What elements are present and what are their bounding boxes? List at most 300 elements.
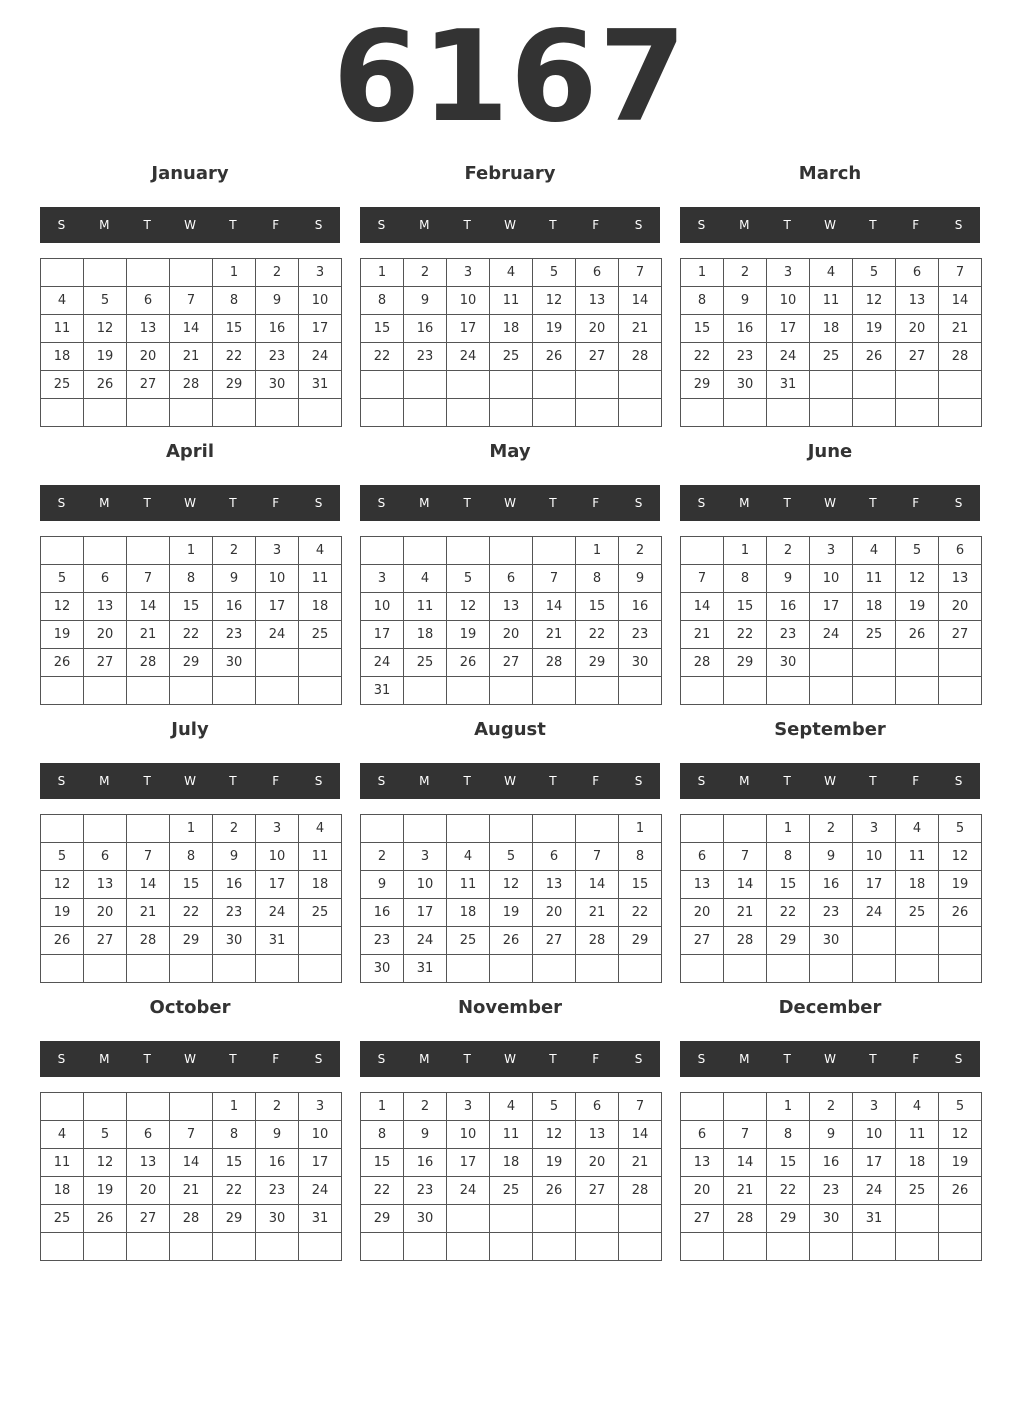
weekday-header xyxy=(360,763,660,799)
weekday-header xyxy=(680,207,980,243)
day-cell: 3 xyxy=(447,1093,490,1121)
weekday-label: T xyxy=(783,218,791,232)
day-cell: 6 xyxy=(490,565,533,593)
empty-day-cell xyxy=(533,955,576,983)
day-cell: 11 xyxy=(896,843,939,871)
month-name: August xyxy=(474,719,546,740)
weekday-header xyxy=(680,485,980,521)
week-row xyxy=(361,1233,662,1261)
empty-day-cell xyxy=(896,1233,939,1261)
day-cell: 3 xyxy=(404,843,447,871)
day-cell: 31 xyxy=(404,955,447,983)
day-cell: 16 xyxy=(213,871,256,899)
empty-day-cell xyxy=(84,815,127,843)
day-cell: 11 xyxy=(896,1121,939,1149)
day-cell: 20 xyxy=(84,621,127,649)
day-cell: 21 xyxy=(724,1177,767,1205)
week-row xyxy=(681,399,982,427)
empty-day-cell xyxy=(853,677,896,705)
day-cell: 9 xyxy=(810,843,853,871)
day-cell: 29 xyxy=(213,1205,256,1233)
day-cell: 23 xyxy=(810,1177,853,1205)
day-cell: 16 xyxy=(404,1149,447,1177)
week-row xyxy=(681,927,982,955)
day-cell: 27 xyxy=(127,1205,170,1233)
week-row xyxy=(41,843,342,871)
day-grid xyxy=(360,814,662,983)
week-row xyxy=(41,1149,342,1177)
day-cell: 24 xyxy=(853,899,896,927)
empty-day-cell xyxy=(84,537,127,565)
empty-day-cell xyxy=(41,677,84,705)
empty-day-cell xyxy=(681,815,724,843)
day-cell: 25 xyxy=(490,1177,533,1205)
day-cell: 23 xyxy=(767,621,810,649)
day-cell: 2 xyxy=(213,815,256,843)
day-cell: 22 xyxy=(767,1177,810,1205)
day-cell: 4 xyxy=(41,287,84,315)
day-cell: 19 xyxy=(84,1177,127,1205)
day-cell: 3 xyxy=(299,259,342,287)
month-name: July xyxy=(171,719,209,740)
empty-day-cell xyxy=(84,955,127,983)
day-cell: 5 xyxy=(41,843,84,871)
day-cell: 9 xyxy=(724,287,767,315)
empty-day-cell xyxy=(533,1233,576,1261)
day-cell: 20 xyxy=(576,1149,619,1177)
day-cell: 13 xyxy=(576,287,619,315)
weekday-label: T xyxy=(229,1052,237,1066)
day-cell: 4 xyxy=(896,815,939,843)
week-row xyxy=(41,565,342,593)
weekday-label: T xyxy=(463,774,471,788)
empty-day-cell xyxy=(447,1205,490,1233)
empty-day-cell xyxy=(127,399,170,427)
day-cell: 16 xyxy=(810,871,853,899)
day-cell: 22 xyxy=(213,1177,256,1205)
day-cell: 11 xyxy=(41,1149,84,1177)
day-cell: 31 xyxy=(299,371,342,399)
empty-day-cell xyxy=(84,677,127,705)
empty-day-cell xyxy=(939,371,982,399)
weekday-label: T xyxy=(143,218,151,232)
weekday-label: W xyxy=(824,218,836,232)
day-cell: 17 xyxy=(361,621,404,649)
day-cell: 11 xyxy=(299,843,342,871)
day-cell: 25 xyxy=(810,343,853,371)
day-cell: 18 xyxy=(853,593,896,621)
day-cell: 12 xyxy=(853,287,896,315)
day-cell: 25 xyxy=(896,899,939,927)
day-cell: 4 xyxy=(490,259,533,287)
day-cell: 27 xyxy=(84,649,127,677)
weekday-label: T xyxy=(143,1052,151,1066)
empty-day-cell xyxy=(84,1093,127,1121)
day-cell: 2 xyxy=(361,843,404,871)
day-grid xyxy=(40,536,342,705)
empty-day-cell xyxy=(939,399,982,427)
day-cell: 5 xyxy=(853,259,896,287)
day-cell: 15 xyxy=(361,1149,404,1177)
day-cell: 17 xyxy=(299,315,342,343)
week-row xyxy=(681,1093,982,1121)
day-cell: 26 xyxy=(533,1177,576,1205)
weekday-label: S xyxy=(57,496,66,510)
day-cell: 20 xyxy=(127,343,170,371)
empty-day-cell xyxy=(41,259,84,287)
day-cell: 2 xyxy=(810,1093,853,1121)
day-cell: 27 xyxy=(896,343,939,371)
day-cell: 17 xyxy=(853,871,896,899)
week-row xyxy=(681,1121,982,1149)
weekday-label: T xyxy=(143,774,151,788)
week-row xyxy=(41,287,342,315)
empty-day-cell xyxy=(533,815,576,843)
empty-day-cell xyxy=(490,537,533,565)
day-cell: 17 xyxy=(299,1149,342,1177)
week-row xyxy=(41,1121,342,1149)
weekday-label: F xyxy=(272,218,280,232)
weekday-label: T xyxy=(869,1052,877,1066)
weekday-label: W xyxy=(504,496,516,510)
day-cell: 13 xyxy=(681,1149,724,1177)
day-cell: 17 xyxy=(767,315,810,343)
day-cell: 17 xyxy=(810,593,853,621)
day-cell: 24 xyxy=(299,343,342,371)
empty-day-cell xyxy=(896,955,939,983)
day-cell: 9 xyxy=(404,1121,447,1149)
day-cell: 24 xyxy=(447,1177,490,1205)
weekday-label: T xyxy=(869,774,877,788)
day-cell: 28 xyxy=(170,1205,213,1233)
empty-day-cell xyxy=(299,649,342,677)
weekday-label: S xyxy=(314,496,323,510)
day-cell: 7 xyxy=(939,259,982,287)
day-cell: 23 xyxy=(404,1177,447,1205)
day-cell: 29 xyxy=(767,927,810,955)
day-cell: 7 xyxy=(619,259,662,287)
day-cell: 17 xyxy=(447,315,490,343)
day-cell: 13 xyxy=(490,593,533,621)
week-row xyxy=(681,287,982,315)
day-cell: 18 xyxy=(299,871,342,899)
day-cell: 26 xyxy=(84,371,127,399)
day-cell: 8 xyxy=(361,287,404,315)
empty-day-cell xyxy=(361,815,404,843)
day-cell: 26 xyxy=(853,343,896,371)
day-cell: 23 xyxy=(256,1177,299,1205)
day-cell: 9 xyxy=(404,287,447,315)
weekday-label: T xyxy=(869,496,877,510)
empty-day-cell xyxy=(299,955,342,983)
day-cell: 16 xyxy=(213,593,256,621)
weekday-label: T xyxy=(783,774,791,788)
day-cell: 4 xyxy=(490,1093,533,1121)
day-cell: 3 xyxy=(853,815,896,843)
empty-day-cell xyxy=(681,955,724,983)
day-cell: 24 xyxy=(853,1177,896,1205)
day-cell: 16 xyxy=(361,899,404,927)
day-cell: 31 xyxy=(361,677,404,705)
day-cell: 29 xyxy=(767,1205,810,1233)
empty-day-cell xyxy=(810,399,853,427)
empty-day-cell xyxy=(447,677,490,705)
day-cell: 1 xyxy=(767,1093,810,1121)
weekday-label: T xyxy=(229,496,237,510)
day-cell: 12 xyxy=(939,1121,982,1149)
day-cell: 11 xyxy=(810,287,853,315)
empty-day-cell xyxy=(853,399,896,427)
day-cell: 3 xyxy=(853,1093,896,1121)
week-row xyxy=(361,343,662,371)
week-row xyxy=(361,621,662,649)
empty-day-cell xyxy=(447,399,490,427)
empty-day-cell xyxy=(681,399,724,427)
day-cell: 7 xyxy=(576,843,619,871)
day-cell: 18 xyxy=(41,1177,84,1205)
empty-day-cell xyxy=(213,1233,256,1261)
empty-day-cell xyxy=(533,399,576,427)
week-row xyxy=(41,927,342,955)
weekday-label: W xyxy=(504,774,516,788)
day-cell: 5 xyxy=(896,537,939,565)
day-cell: 15 xyxy=(213,315,256,343)
day-cell: 7 xyxy=(681,565,724,593)
empty-day-cell xyxy=(490,955,533,983)
weekday-label: M xyxy=(739,218,750,232)
empty-day-cell xyxy=(41,537,84,565)
weekday-label: S xyxy=(634,1052,643,1066)
day-cell: 2 xyxy=(404,1093,447,1121)
day-cell: 21 xyxy=(681,621,724,649)
day-cell: 3 xyxy=(361,565,404,593)
day-cell: 15 xyxy=(767,1149,810,1177)
day-cell: 29 xyxy=(619,927,662,955)
day-cell: 21 xyxy=(170,1177,213,1205)
empty-day-cell xyxy=(127,1233,170,1261)
empty-day-cell xyxy=(853,927,896,955)
week-row xyxy=(361,1093,662,1121)
day-cell: 25 xyxy=(853,621,896,649)
day-cell: 11 xyxy=(447,871,490,899)
day-cell: 5 xyxy=(939,1093,982,1121)
day-cell: 24 xyxy=(361,649,404,677)
weekday-label: T xyxy=(549,496,557,510)
weekday-label: M xyxy=(419,1052,430,1066)
day-cell: 26 xyxy=(84,1205,127,1233)
weekday-label: T xyxy=(549,218,557,232)
day-cell: 6 xyxy=(576,1093,619,1121)
day-cell: 10 xyxy=(299,287,342,315)
day-cell: 11 xyxy=(404,593,447,621)
empty-day-cell xyxy=(404,815,447,843)
day-cell: 1 xyxy=(213,1093,256,1121)
day-cell: 10 xyxy=(447,1121,490,1149)
month-name: January xyxy=(151,163,229,184)
empty-day-cell xyxy=(490,399,533,427)
empty-day-cell xyxy=(576,371,619,399)
weekday-label: T xyxy=(783,496,791,510)
day-cell: 22 xyxy=(767,899,810,927)
day-cell: 19 xyxy=(84,343,127,371)
day-cell: 27 xyxy=(576,1177,619,1205)
month-name: November xyxy=(457,997,563,1018)
empty-day-cell xyxy=(619,371,662,399)
day-cell: 24 xyxy=(767,343,810,371)
day-cell: 28 xyxy=(127,927,170,955)
day-cell: 5 xyxy=(41,565,84,593)
empty-day-cell xyxy=(724,399,767,427)
empty-day-cell xyxy=(939,649,982,677)
day-cell: 26 xyxy=(41,927,84,955)
day-cell: 1 xyxy=(724,537,767,565)
day-cell: 5 xyxy=(533,259,576,287)
day-cell: 23 xyxy=(810,899,853,927)
empty-day-cell xyxy=(170,677,213,705)
day-grid xyxy=(40,814,342,983)
week-row xyxy=(681,1205,982,1233)
day-cell: 30 xyxy=(213,649,256,677)
weekday-label: T xyxy=(463,218,471,232)
day-cell: 6 xyxy=(127,1121,170,1149)
day-cell: 28 xyxy=(619,343,662,371)
day-cell: 4 xyxy=(447,843,490,871)
empty-day-cell xyxy=(490,1205,533,1233)
empty-day-cell xyxy=(256,1233,299,1261)
weekday-label: S xyxy=(377,496,386,510)
week-row xyxy=(681,315,982,343)
weekday-label: S xyxy=(697,496,706,510)
day-cell: 9 xyxy=(619,565,662,593)
day-cell: 20 xyxy=(681,899,724,927)
day-cell: 15 xyxy=(170,871,213,899)
empty-day-cell xyxy=(299,927,342,955)
weekday-label: S xyxy=(954,218,963,232)
empty-day-cell xyxy=(127,1093,170,1121)
week-row xyxy=(361,537,662,565)
day-cell: 19 xyxy=(939,1149,982,1177)
day-cell: 7 xyxy=(170,287,213,315)
day-cell: 1 xyxy=(170,815,213,843)
day-cell: 9 xyxy=(810,1121,853,1149)
day-cell: 26 xyxy=(447,649,490,677)
day-cell: 22 xyxy=(170,621,213,649)
day-cell: 15 xyxy=(767,871,810,899)
day-cell: 13 xyxy=(896,287,939,315)
weekday-label: S xyxy=(57,218,66,232)
day-cell: 25 xyxy=(41,1205,84,1233)
day-cell: 18 xyxy=(404,621,447,649)
empty-day-cell xyxy=(810,1233,853,1261)
week-row xyxy=(361,259,662,287)
week-row xyxy=(361,287,662,315)
day-cell: 4 xyxy=(41,1121,84,1149)
day-cell: 27 xyxy=(576,343,619,371)
week-row xyxy=(41,649,342,677)
day-cell: 10 xyxy=(853,1121,896,1149)
empty-day-cell xyxy=(361,1233,404,1261)
day-cell: 2 xyxy=(404,259,447,287)
day-cell: 22 xyxy=(681,343,724,371)
day-cell: 4 xyxy=(299,815,342,843)
empty-day-cell xyxy=(404,677,447,705)
day-cell: 30 xyxy=(404,1205,447,1233)
weekday-label: W xyxy=(504,218,516,232)
empty-day-cell xyxy=(84,1233,127,1261)
week-row xyxy=(41,677,342,705)
weekday-label: S xyxy=(314,218,323,232)
day-cell: 6 xyxy=(939,537,982,565)
day-cell: 30 xyxy=(361,955,404,983)
day-cell: 16 xyxy=(619,593,662,621)
day-cell: 15 xyxy=(681,315,724,343)
day-cell: 24 xyxy=(810,621,853,649)
week-row xyxy=(681,259,982,287)
weekday-label: T xyxy=(869,218,877,232)
day-cell: 30 xyxy=(810,927,853,955)
empty-day-cell xyxy=(724,815,767,843)
week-row xyxy=(41,371,342,399)
day-cell: 12 xyxy=(490,871,533,899)
weekday-label: S xyxy=(954,1052,963,1066)
empty-day-cell xyxy=(170,1233,213,1261)
day-cell: 21 xyxy=(533,621,576,649)
empty-day-cell xyxy=(767,1233,810,1261)
weekday-label: S xyxy=(697,1052,706,1066)
day-cell: 30 xyxy=(213,927,256,955)
day-cell: 15 xyxy=(170,593,213,621)
week-row xyxy=(361,927,662,955)
day-cell: 14 xyxy=(619,1121,662,1149)
day-cell: 8 xyxy=(576,565,619,593)
day-cell: 18 xyxy=(490,1149,533,1177)
empty-day-cell xyxy=(681,1093,724,1121)
day-cell: 13 xyxy=(576,1121,619,1149)
empty-day-cell xyxy=(853,1233,896,1261)
day-cell: 16 xyxy=(256,1149,299,1177)
empty-day-cell xyxy=(619,1233,662,1261)
weekday-label: W xyxy=(184,1052,196,1066)
empty-day-cell xyxy=(576,1233,619,1261)
day-cell: 29 xyxy=(681,371,724,399)
day-cell: 10 xyxy=(361,593,404,621)
day-cell: 27 xyxy=(681,1205,724,1233)
day-cell: 1 xyxy=(619,815,662,843)
day-cell: 5 xyxy=(533,1093,576,1121)
week-row xyxy=(681,871,982,899)
weekday-label: T xyxy=(463,496,471,510)
day-cell: 24 xyxy=(256,621,299,649)
day-cell: 16 xyxy=(724,315,767,343)
day-cell: 7 xyxy=(619,1093,662,1121)
empty-day-cell xyxy=(213,399,256,427)
day-cell: 18 xyxy=(896,1149,939,1177)
empty-day-cell xyxy=(127,955,170,983)
empty-day-cell xyxy=(447,815,490,843)
day-cell: 22 xyxy=(213,343,256,371)
day-cell: 27 xyxy=(533,927,576,955)
weekday-label: W xyxy=(824,1052,836,1066)
day-cell: 19 xyxy=(533,1149,576,1177)
week-row xyxy=(681,1233,982,1261)
year-title: 6167 xyxy=(332,3,688,150)
day-cell: 22 xyxy=(170,899,213,927)
weekday-label: F xyxy=(592,1052,600,1066)
day-cell: 12 xyxy=(41,593,84,621)
month-name: March xyxy=(798,163,862,184)
day-cell: 3 xyxy=(810,537,853,565)
day-cell: 6 xyxy=(84,843,127,871)
